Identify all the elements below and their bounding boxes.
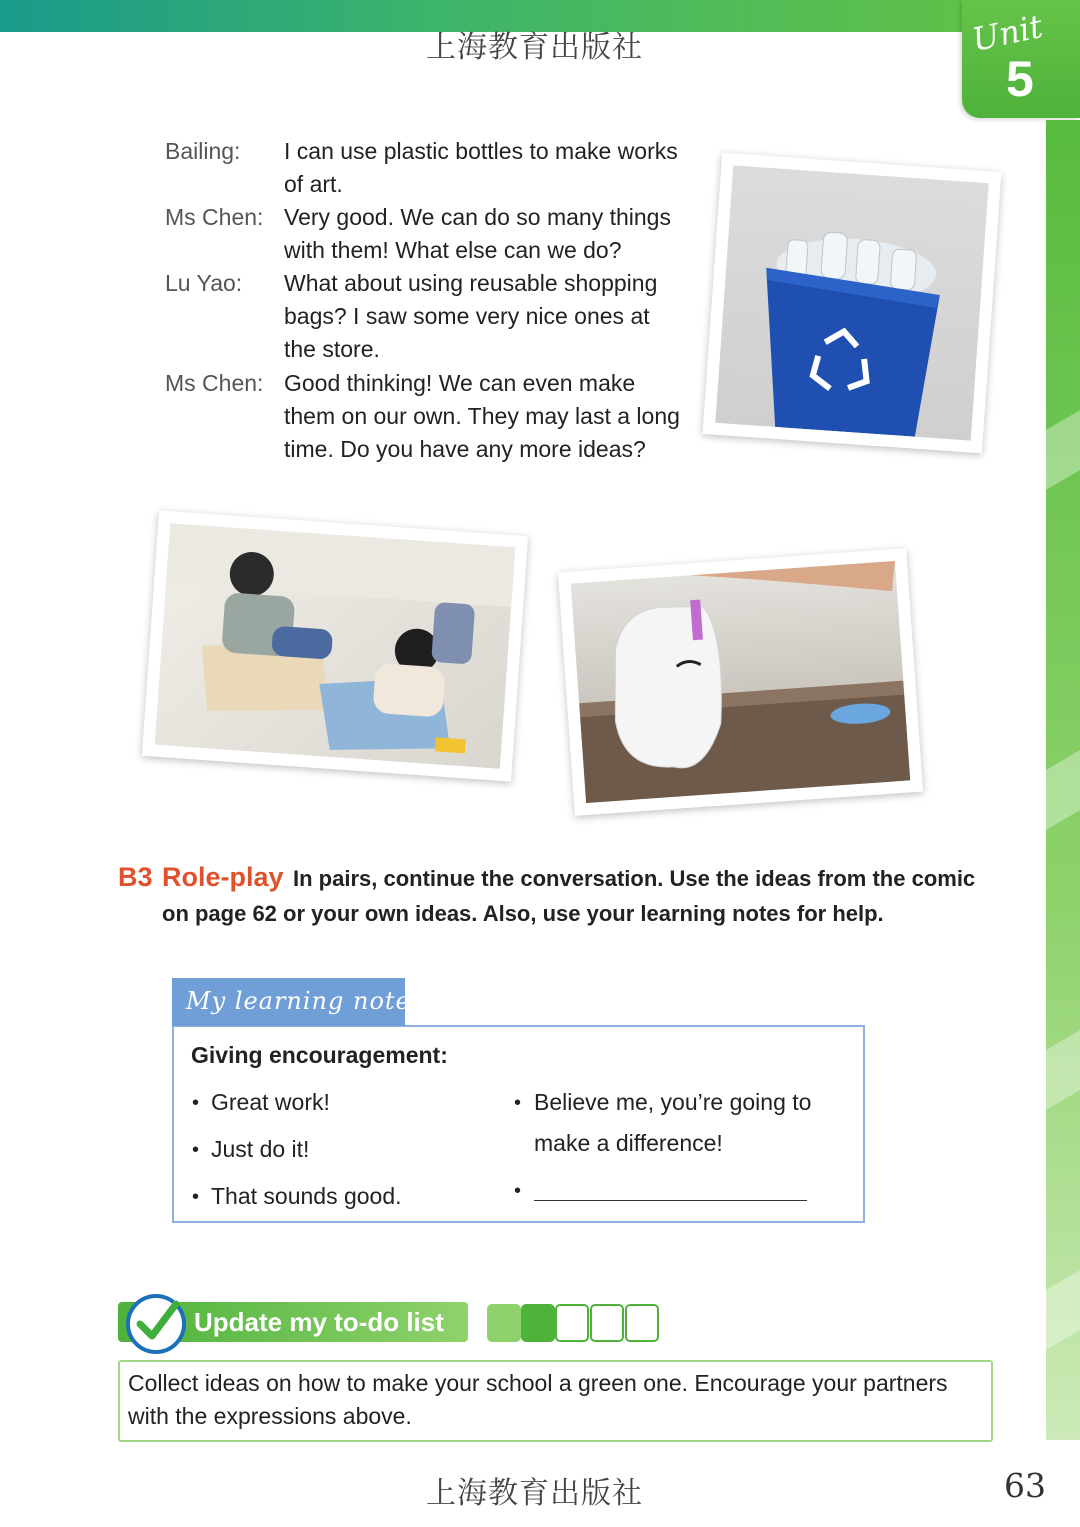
recycle-bin-photo: [703, 153, 1002, 454]
unit-number: 5: [1006, 51, 1034, 107]
publisher-footer: 上海教育出版社: [426, 1476, 643, 1511]
phrase-item: That sounds good.: [211, 1183, 402, 1209]
phrase-item: make a difference!: [534, 1130, 723, 1156]
instruction-line-1: In pairs, continue the conversation. Use the ideas from the comic: [293, 866, 976, 891]
recycle-bin-icon: [715, 165, 988, 440]
bottle-craft-photo: [558, 548, 923, 816]
notes-heading: Giving encouragement:: [191, 1042, 448, 1068]
bullet-icon: •: [514, 1180, 522, 1202]
todo-task-text: [128, 1367, 988, 1433]
phrase-item: Great work!: [211, 1089, 330, 1115]
dialogue-text: time. Do you have any more ideas?: [284, 436, 646, 462]
phrase-item: Just do it!: [211, 1136, 310, 1162]
progress-box-5: [625, 1304, 659, 1342]
speaker-ms-chen: Ms Chen:: [165, 370, 264, 396]
checkmark-icon-svg: [130, 1298, 182, 1350]
progress-box-4: [590, 1304, 624, 1342]
unit-label: Unit: [968, 7, 1046, 59]
dialogue-line: [284, 201, 694, 267]
page-number: 63: [1004, 1466, 1046, 1505]
dialogue-text: the store.: [284, 336, 380, 362]
bullet-icon: •: [192, 1139, 200, 1161]
kids-illustration: [155, 523, 516, 769]
speaker-ms-chen: Ms Chen:: [165, 204, 264, 230]
speaker-bailing: Bailing:: [165, 138, 241, 164]
kids-painting-bags-photo: [142, 510, 528, 781]
dialogue-text: Very good. We can do so many things: [284, 204, 671, 230]
bullet-icon: •: [192, 1186, 200, 1208]
fill-in-blank[interactable]: [534, 1200, 807, 1201]
phrase-item: Believe me, you’re going to: [534, 1089, 812, 1115]
todo-text-line: Collect ideas on how to make your school a green one. Encourage your partners: [128, 1370, 948, 1396]
dialogue-text: with them! What else can we do?: [284, 237, 622, 263]
dialogue-line: [284, 267, 694, 366]
todo-text-line: with the expressions above.: [128, 1403, 412, 1429]
dialogue-text: them on our own. They may last a long: [284, 403, 680, 429]
dialogue-line: [284, 367, 694, 466]
publisher-header: 上海教育出版社: [426, 30, 643, 65]
progress-box-3: [555, 1304, 589, 1342]
dialogue-text: bags? I saw some very nice ones at: [284, 303, 650, 329]
checkmark-icon: [126, 1294, 186, 1354]
progress-box-1: [487, 1304, 521, 1342]
dialogue-text: Good thinking! We can even make: [284, 370, 636, 396]
speaker-lu-yao: Lu Yao:: [165, 270, 243, 296]
dialogue-text: What about using reusable shopping: [284, 270, 658, 296]
dialogue-line: [284, 135, 694, 201]
bottle-craft-illustration: [571, 561, 911, 803]
dialogue-text: of art.: [284, 171, 343, 197]
bullet-icon: •: [514, 1092, 522, 1114]
section-number: B3: [118, 862, 153, 892]
learning-notes-label: My learning notes: [186, 987, 425, 1015]
progress-box-2: [521, 1304, 555, 1342]
dialogue-text: I can use plastic bottles to make works: [284, 138, 678, 164]
instruction-line-2: on page 62 or your own ideas. Also, use your learning notes for help.: [162, 901, 884, 926]
todo-title: Update my to-do list: [194, 1307, 444, 1337]
section-title: Role-play: [162, 862, 284, 892]
bullet-icon: •: [192, 1092, 200, 1114]
